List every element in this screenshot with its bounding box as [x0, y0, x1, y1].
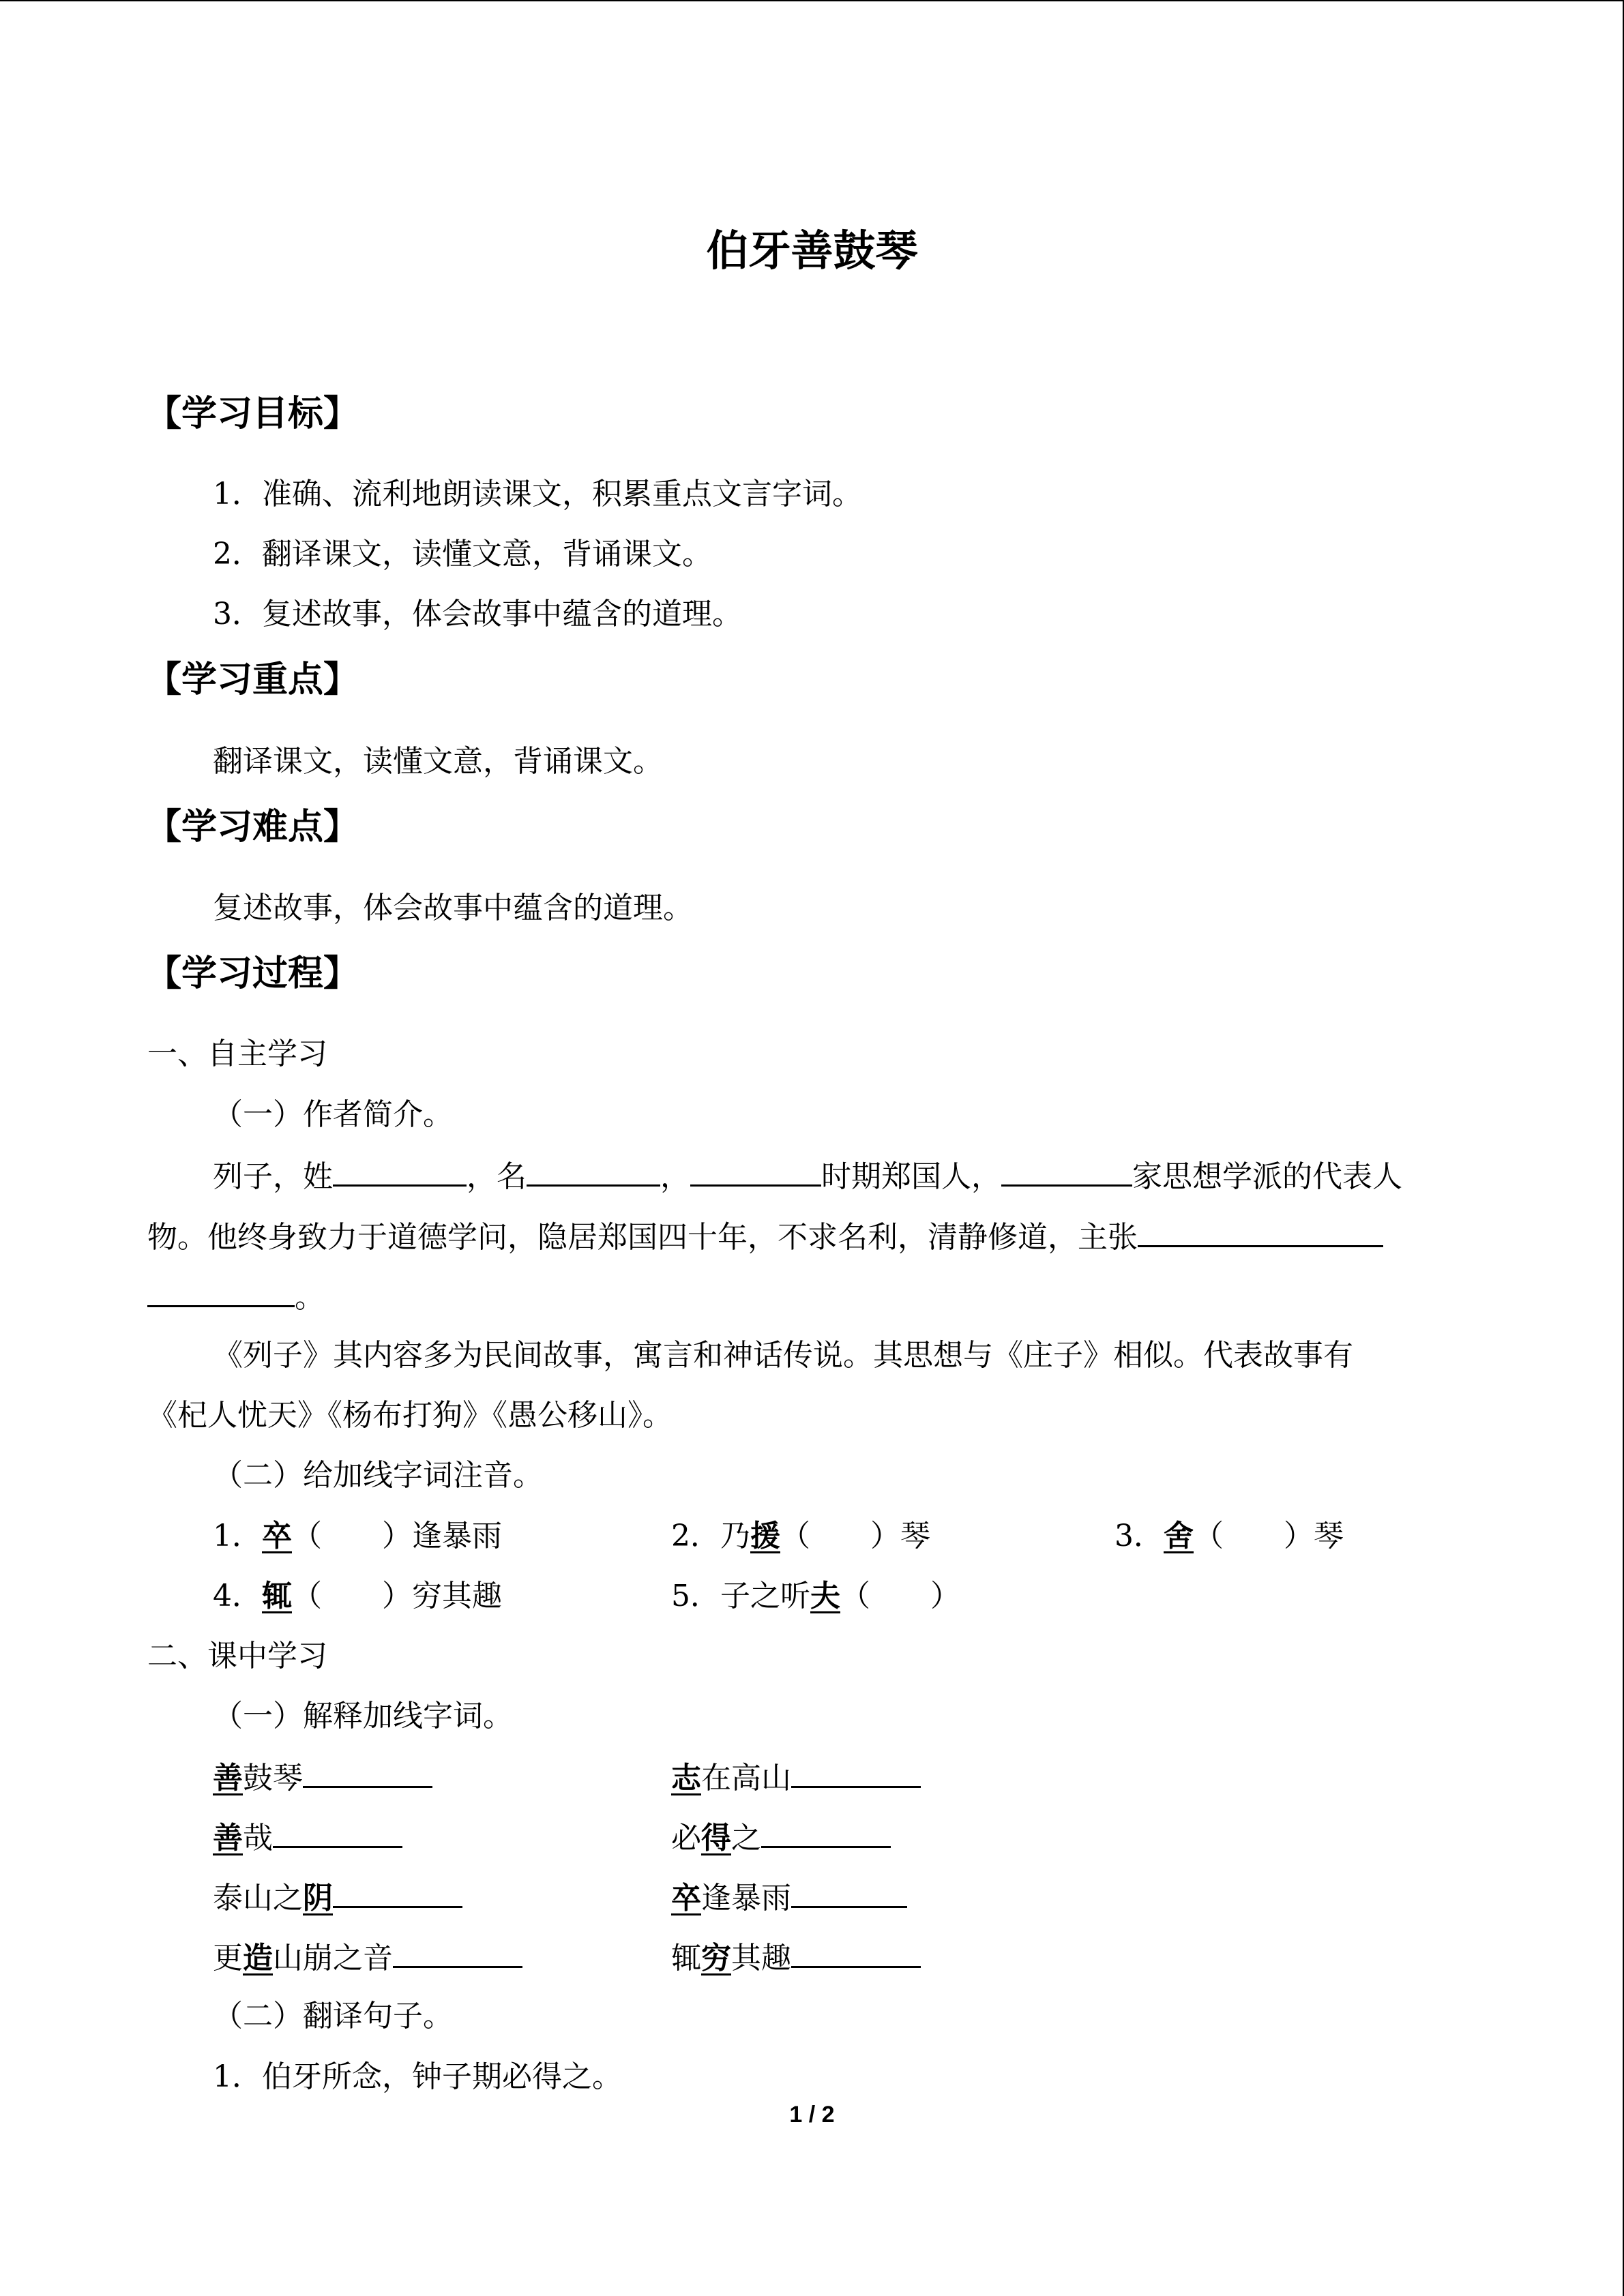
word-item: 志在高山 — [671, 1756, 921, 1799]
part2-sub2: （二）翻译句子。 — [213, 1999, 453, 2033]
fill-blank[interactable] — [1001, 1154, 1132, 1187]
word-item: 辄穷其趣 — [671, 1936, 921, 1979]
part1-sub2: （二）给加线字词注音。 — [213, 1458, 543, 1493]
word-item: 善哉 — [213, 1816, 402, 1859]
part1-heading: 一、自主学习 — [147, 1037, 327, 1071]
section-heading-key: 【学习重点】 — [146, 659, 359, 700]
bio-line-1: 列子，姓 ，名 ， 时期郑国人， 家思想学派的代表人 — [213, 1154, 1402, 1197]
bio-line-2: 物。他终身致力于道德学问，隐居郑国四十年，不求名利，清静修道，主张 — [147, 1215, 1383, 1258]
word-item: 更造山崩之音 — [213, 1936, 522, 1979]
part2-sub1: （一）解释加线字词。 — [213, 1699, 513, 1733]
bio-line-3: 。 — [147, 1275, 325, 1318]
goal-item: 1．准确、流利地朗读课文，积累重点文言字词。 — [213, 477, 862, 511]
fill-blank[interactable] — [791, 1876, 907, 1908]
page-top-border — [0, 0, 1623, 1]
section-heading-difficulty: 【学习难点】 — [146, 807, 359, 848]
fill-blank[interactable] — [791, 1936, 921, 1968]
fill-blank[interactable] — [527, 1154, 660, 1187]
fill-blank[interactable] — [791, 1756, 921, 1788]
book-intro-1: 《列子》其内容多为民间故事，寓言和神话传说。其思想与《庄子》相似。代表故事有 — [213, 1338, 1353, 1373]
pinyin-item: 1．卒（ ）逢暴雨 — [213, 1519, 502, 1553]
book-intro-2: 《杞人忧天》《杨布打狗》《愚公移山》。 — [147, 1398, 673, 1433]
pinyin-item: 3．舍（ ）琴 — [1114, 1519, 1344, 1553]
difficulty-text: 复述故事，体会故事中蕴含的道理。 — [213, 891, 693, 925]
fill-blank[interactable] — [690, 1154, 821, 1187]
word-item: 必得之 — [671, 1816, 891, 1859]
goal-item: 3．复述故事，体会故事中蕴含的道理。 — [213, 597, 742, 631]
fill-blank[interactable] — [761, 1816, 891, 1848]
fill-blank[interactable] — [1138, 1215, 1383, 1247]
part1-sub1: （一）作者简介。 — [213, 1097, 453, 1132]
pinyin-item: 2．乃援（ ）琴 — [671, 1519, 930, 1553]
word-item: 善鼓琴 — [213, 1756, 432, 1799]
fill-blank[interactable] — [147, 1275, 295, 1307]
fill-blank[interactable] — [333, 1154, 467, 1187]
word-item: 泰山之阴 — [213, 1876, 462, 1919]
key-text: 翻译课文，读懂文意，背诵课文。 — [213, 744, 663, 779]
page-title: 伯牙善鼓琴 — [706, 226, 918, 275]
part2-heading: 二、课中学习 — [147, 1639, 327, 1673]
fill-blank[interactable] — [333, 1876, 462, 1908]
page-number: 1 / 2 — [789, 2102, 835, 2128]
pinyin-item: 4．辄（ ）穷其趣 — [213, 1579, 502, 1613]
word-item: 卒逢暴雨 — [671, 1876, 907, 1919]
fill-blank[interactable] — [303, 1756, 432, 1788]
translate-sentence: 1．伯牙所念，钟子期必得之。 — [213, 2059, 622, 2094]
fill-blank[interactable] — [273, 1816, 402, 1848]
pinyin-item: 5．子之听夫（ ） — [671, 1579, 960, 1613]
goal-item: 2．翻译课文，读懂文意，背诵课文。 — [213, 537, 712, 571]
section-heading-process: 【学习过程】 — [146, 953, 359, 994]
section-heading-goals: 【学习目标】 — [146, 393, 359, 434]
fill-blank[interactable] — [393, 1936, 522, 1968]
